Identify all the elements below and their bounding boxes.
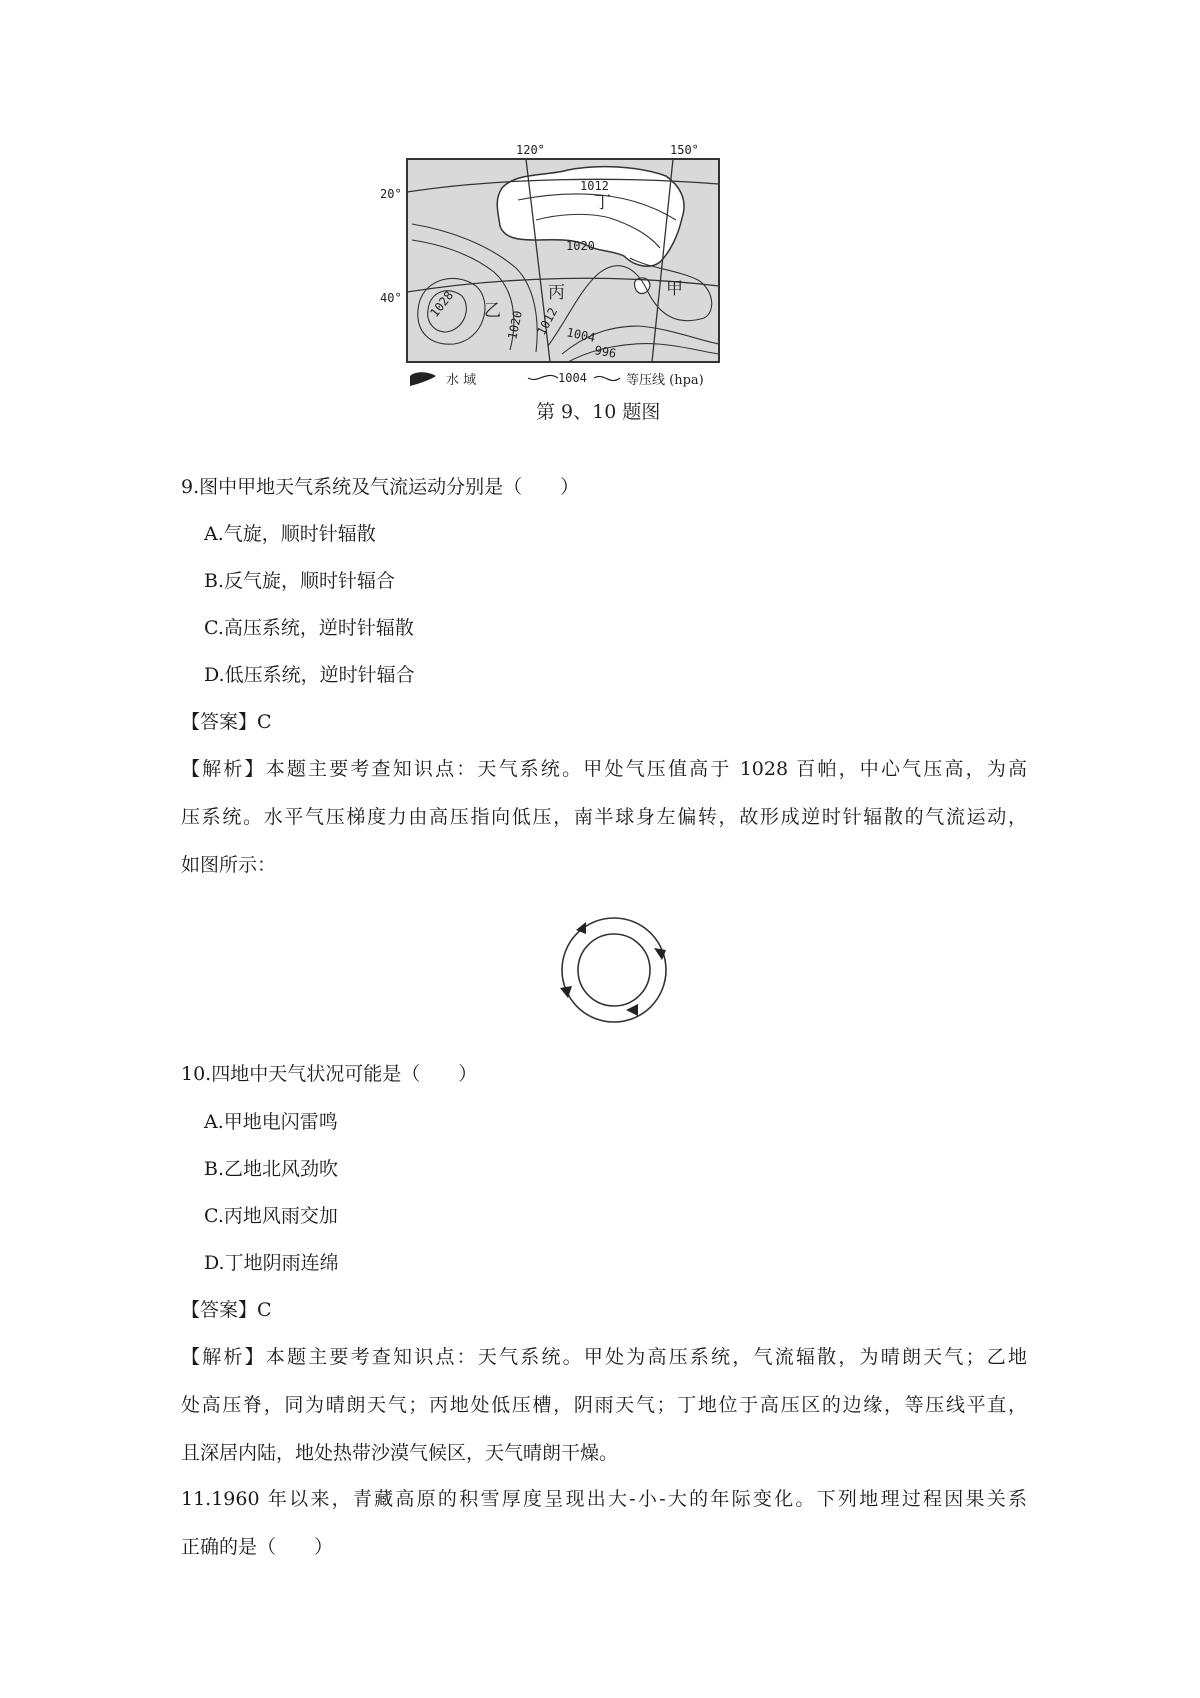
isobar-label: 996 [593,343,618,361]
q10-option-b: B.乙地北风劲吹 [204,1158,339,1180]
q9-analysis-line: 压系统。水平气压梯度力由高压指向低压，南半球身左偏转，故形成逆时针辐散的气流运动， [181,806,1027,828]
q10-answer: 【答案】C [181,1299,272,1321]
q11-stem-line: 11.1960 年以来，青藏高原的积雪厚度呈现出大-小-大的年际变化。下列地理过程因果关系 [181,1488,1027,1510]
isobar-label: 1020 [505,309,525,341]
q10-option-d: D.丁地阴雨连绵 [204,1252,339,1274]
q10-option-a: A.甲地电闪雷鸣 [204,1111,338,1133]
inner-circle [578,934,650,1006]
place-label-yi: 乙 [484,301,501,321]
q9-answer: 【答案】C [181,711,272,733]
isobar-label: 1012 [580,179,609,193]
anticyclone-circulation [546,912,686,1032]
isobar-map [380,140,802,458]
q9-option-c: C.高压系统，逆时针辐散 [204,617,414,639]
q10-analysis-line: 且深居内陆，地处热带沙漠气候区，天气晴朗干燥。 [181,1442,619,1464]
q10-analysis [181,1333,1027,1477]
lon-label-120: 120° [516,143,545,157]
q9-analysis-line: 如图所示： [181,854,277,876]
figure-caption: 第 9、10 题图 [536,401,661,423]
legend-isobar-icon [528,375,558,379]
isobar-map-figure [380,140,802,458]
q10-stem: 10.四地中天气状况可能是（ ） [181,1063,478,1085]
q9-option-b: B.反气旋，顺时针辐合 [204,570,396,592]
q9-option-d: D.低压系统，逆时针辐合 [204,664,415,686]
q10-option-c: C.丙地风雨交加 [204,1205,338,1227]
q9-option-a: A.气旋，顺时针辐散 [204,523,376,545]
q10-analysis-line: 处高压脊，同为晴朗天气；丙地处低压槽，阴雨天气；丁地位于高压区的边缘，等压线平直， [181,1394,1027,1416]
lat-label-20: 20° [380,187,402,201]
legend-isobar-value: 1004 [558,371,587,385]
q11-stem [181,1475,1027,1571]
q9-analysis [181,745,1027,889]
q9-stem: 9.图中甲地天气系统及气流运动分别是（ ） [181,476,580,498]
legend-isobar-icon-tail [594,376,620,380]
q9-analysis-line: 【解析】本题主要考查知识点：天气系统。甲处气压值高于 1028 百帕，中心气压高，为高 [181,758,1027,780]
lat-label-40: 40° [380,291,402,305]
legend-water-icon [410,372,436,386]
isobar-label: 1012 [534,305,561,338]
q10-analysis-line: 【解析】本题主要考查知识点：天气系统。甲处为高压系统，气流辐散，为晴朗天气；乙地 [181,1346,1027,1368]
q11-stem-line: 正确的是（ ） [181,1536,334,1558]
lon-label-150: 150° [670,143,699,157]
place-label-jia: 甲 [666,279,683,299]
arrow-icon [626,1004,638,1016]
place-label-ding: 丁 [594,193,611,213]
circulation-diagram [546,912,686,1032]
isobar-label: 1020 [566,239,595,253]
place-label-bing: 丙 [548,283,565,303]
legend-water-label: 水 域 [446,373,477,388]
arrow-icon [560,986,572,998]
isobar-label: 1028 [427,288,457,320]
legend-isobar-text: 等压线 (hpa) [626,373,704,388]
isobar-label: 1004 [565,325,597,345]
